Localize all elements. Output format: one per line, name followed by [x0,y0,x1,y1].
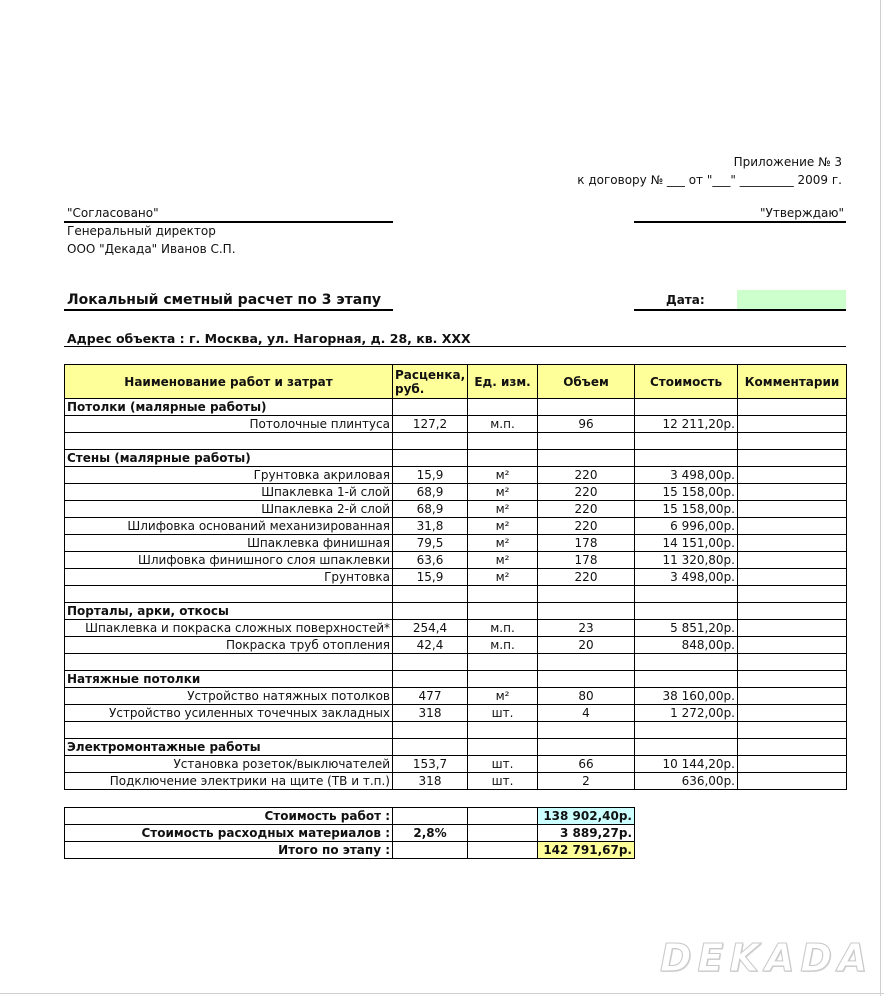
empty-cell [738,603,847,620]
work-comment [738,518,847,535]
work-unit: м² [468,569,538,586]
work-name: Шпаклевка и покраска сложных поверхностей* [65,620,393,637]
appendix-number: Приложение № 3 [733,155,842,169]
work-unit: м² [468,467,538,484]
empty-cell [538,399,635,416]
totals-table [64,807,635,859]
empty-cell [538,671,635,688]
empty-cell [393,450,468,467]
table-row [65,518,847,535]
empty-cell [635,671,738,688]
work-rate: 254,4 [393,620,468,637]
work-comment [738,467,847,484]
empty-cell [393,603,468,620]
work-unit: м² [468,484,538,501]
empty-cell [538,654,635,671]
work-rate: 63,6 [393,552,468,569]
empty-cell [538,450,635,467]
empty-cell [65,433,393,450]
work-name: Подключение электрики на щите (ТВ и т.п.) [65,773,393,790]
empty-cell [635,603,738,620]
work-cost: 15 158,00р. [635,501,738,518]
work-name: Покраска труб отопления [65,637,393,654]
header-rate-line1: Расценка, [395,367,466,382]
work-cost: 5 851,20р. [635,620,738,637]
work-cost: 10 144,20р. [635,756,738,773]
work-cost: 14 151,00р. [635,535,738,552]
empty-cell [393,654,468,671]
work-unit: шт. [468,756,538,773]
work-unit: шт. [468,705,538,722]
work-name: Шлифовка оснований механизированная [65,518,393,535]
section-row [65,399,847,416]
work-rate: 15,9 [393,467,468,484]
empty-cell [468,739,538,756]
work-rate: 318 [393,773,468,790]
materials-cost-value: 3 889,27р. [538,825,635,842]
blank-row [65,654,847,671]
work-comment [738,705,847,722]
work-rate: 477 [393,688,468,705]
empty-cell [538,433,635,450]
empty-cell [635,586,738,603]
empty-cell [635,399,738,416]
work-name: Грунтовка акриловая [65,467,393,484]
empty-cell [468,450,538,467]
materials-empty-cell [468,825,538,842]
approve-label: "Утверждаю" [760,206,844,220]
work-name: Устройство натяжных потолков [65,688,393,705]
agreed-signature-line [64,221,393,223]
table-header-row [65,365,847,399]
work-unit: шт. [468,773,538,790]
section-title: Порталы, арки, откосы [65,603,393,620]
empty-cell [65,654,393,671]
work-name: Шлифовка финишного слоя шпаклевки [65,552,393,569]
empty-cell [738,586,847,603]
approve-signature-line [634,221,846,223]
empty-cell [65,722,393,739]
section-title: Потолки (малярные работы) [65,399,393,416]
table-row [65,688,847,705]
work-name: Установка розеток/выключателей [65,756,393,773]
stage-empty-cell [393,842,468,859]
empty-cell [393,586,468,603]
work-unit: м² [468,518,538,535]
table-row [65,569,847,586]
table-row [65,637,847,654]
work-cost: 12 211,20р. [635,416,738,433]
work-comment [738,569,847,586]
work-volume: 178 [538,535,635,552]
work-name: Потолочные плинтуса [65,416,393,433]
empty-cell [468,671,538,688]
work-comment [738,756,847,773]
page-bottom-border [0,993,884,994]
empty-cell [538,586,635,603]
work-cost: 848,00р. [635,637,738,654]
empty-cell [393,399,468,416]
empty-cell [393,739,468,756]
header-comments: Комментарии [738,365,847,399]
empty-cell [635,450,738,467]
work-unit: м² [468,501,538,518]
work-unit: м² [468,688,538,705]
section-row [65,450,847,467]
work-volume: 220 [538,484,635,501]
table-row [65,620,847,637]
section-row [65,603,847,620]
empty-cell [635,722,738,739]
date-underline [634,309,846,311]
empty-cell [738,450,847,467]
work-name: Устройство усиленных точечных закладных [65,705,393,722]
empty-cell [538,739,635,756]
empty-cell [468,433,538,450]
work-volume: 20 [538,637,635,654]
work-rate: 127,2 [393,416,468,433]
work-cost: 1 272,00р. [635,705,738,722]
table-row [65,484,847,501]
work-cost: 6 996,00р. [635,518,738,535]
work-comment [738,552,847,569]
section-row [65,671,847,688]
page-title: Локальный сметный расчет по 3 этапу [67,292,381,308]
work-cost: 11 320,80р. [635,552,738,569]
work-volume: 220 [538,467,635,484]
works-empty-cell [393,808,468,825]
totals-row-stage [65,842,635,859]
work-cost: 38 160,00р. [635,688,738,705]
estimate-table [64,364,847,790]
empty-cell [468,586,538,603]
empty-cell [468,399,538,416]
empty-cell [738,654,847,671]
section-title: Натяжные потолки [65,671,393,688]
header-rate-line2: руб. [395,381,425,396]
empty-cell [538,603,635,620]
blank-row [65,586,847,603]
header-cost: Стоимость [635,365,738,399]
table-row [65,552,847,569]
contract-reference: к договору № ___ от "___" _________ 2009 г. [577,173,842,187]
address-underline [64,346,846,347]
section-row [65,739,847,756]
blank-row [65,722,847,739]
title-underline [64,309,393,311]
work-volume: 2 [538,773,635,790]
header-rate [393,365,468,399]
empty-cell [468,603,538,620]
dekada-logo: DEKADA [660,936,874,980]
totals-row-materials [65,825,635,842]
table-row [65,467,847,484]
work-rate: 68,9 [393,501,468,518]
empty-cell [738,399,847,416]
work-volume: 220 [538,501,635,518]
totals-row-works [65,808,635,825]
stage-empty-cell [468,842,538,859]
table-row [65,773,847,790]
work-comment [738,620,847,637]
stage-total-label: Итого по этапу : [65,842,393,859]
work-name: Грунтовка [65,569,393,586]
empty-cell [635,654,738,671]
table-row [65,756,847,773]
work-unit: м.п. [468,620,538,637]
work-volume: 220 [538,569,635,586]
work-rate: 68,9 [393,484,468,501]
stage-total-value: 142 791,67р. [538,842,635,859]
agreed-label: "Согласовано" [67,206,159,220]
date-label: Дата: [666,293,705,307]
work-volume: 96 [538,416,635,433]
work-comment [738,773,847,790]
work-volume: 178 [538,552,635,569]
work-cost: 3 498,00р. [635,467,738,484]
work-comment [738,501,847,518]
work-comment [738,637,847,654]
empty-cell [738,722,847,739]
empty-cell [635,433,738,450]
table-row [65,535,847,552]
work-volume: 4 [538,705,635,722]
work-rate: 15,9 [393,569,468,586]
empty-cell [393,722,468,739]
works-empty-cell [468,808,538,825]
page-right-border [880,0,881,996]
agreed-person: ООО "Декада" Иванов С.П. [67,242,236,256]
table-row [65,501,847,518]
work-rate: 79,5 [393,535,468,552]
empty-cell [393,671,468,688]
work-rate: 31,8 [393,518,468,535]
empty-cell [65,586,393,603]
work-comment [738,416,847,433]
empty-cell [635,739,738,756]
empty-cell [738,671,847,688]
section-title: Электромонтажные работы [65,739,393,756]
work-unit: м² [468,535,538,552]
empty-cell [738,433,847,450]
empty-cell [468,722,538,739]
works-cost-value: 138 902,40р. [538,808,635,825]
blank-row [65,433,847,450]
work-unit: м.п. [468,637,538,654]
header-unit: Ед. изм. [468,365,538,399]
materials-cost-label: Стоимость расходных материалов : [65,825,393,842]
header-name: Наименование работ и затрат [65,365,393,399]
work-cost: 636,00р. [635,773,738,790]
work-unit: м.п. [468,416,538,433]
work-comment [738,688,847,705]
work-volume: 80 [538,688,635,705]
work-comment [738,535,847,552]
work-volume: 220 [538,518,635,535]
empty-cell [393,433,468,450]
work-volume: 66 [538,756,635,773]
table-row [65,416,847,433]
work-name: Шпаклевка финишная [65,535,393,552]
work-comment [738,484,847,501]
date-field[interactable] [737,290,846,309]
agreed-position: Генеральный директор [67,224,216,238]
object-address: Адрес объекта : г. Москва, ул. Нагорная, д. 28, кв. XXX [67,331,471,346]
empty-cell [738,739,847,756]
work-name: Шпаклевка 1-й слой [65,484,393,501]
work-volume: 23 [538,620,635,637]
work-rate: 42,4 [393,637,468,654]
header-volume: Объем [538,365,635,399]
work-cost: 15 158,00р. [635,484,738,501]
works-cost-label: Стоимость работ : [65,808,393,825]
work-rate: 318 [393,705,468,722]
empty-cell [538,722,635,739]
empty-cell [468,654,538,671]
materials-percent: 2,8% [393,825,468,842]
table-row [65,705,847,722]
section-title: Стены (малярные работы) [65,450,393,467]
work-cost: 3 498,00р. [635,569,738,586]
work-rate: 153,7 [393,756,468,773]
work-name: Шпаклевка 2-й слой [65,501,393,518]
work-unit: м² [468,552,538,569]
